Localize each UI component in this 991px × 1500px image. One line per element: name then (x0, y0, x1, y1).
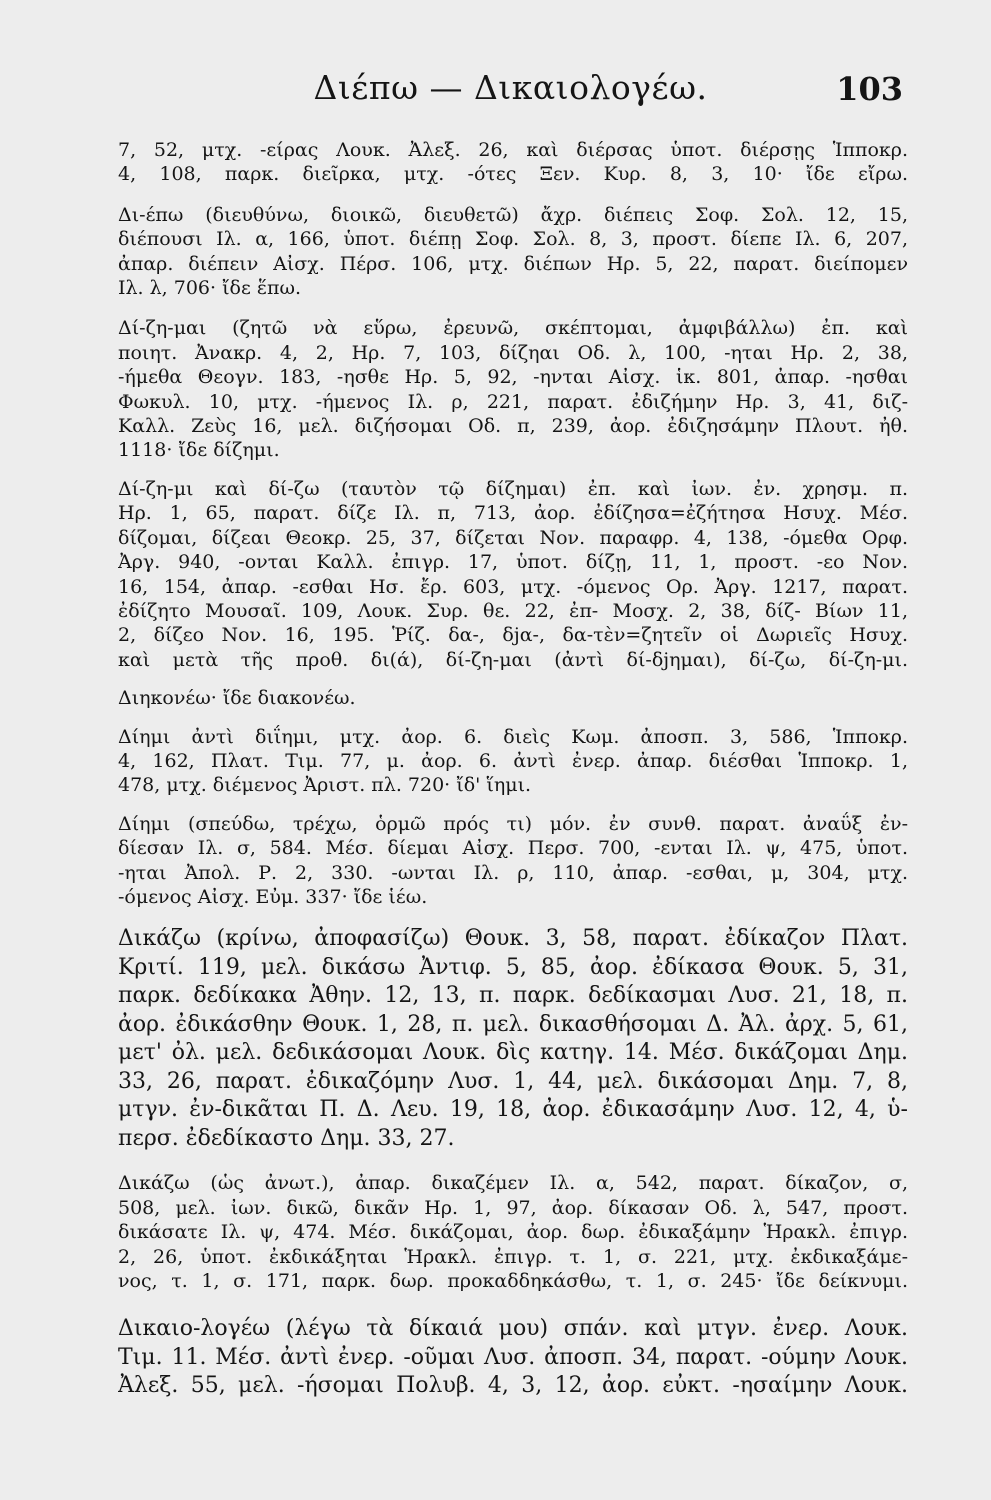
dictionary-entry (118, 203, 908, 301)
entry-line: ἐδίζητο Μουσαῖ. 109, Λουκ. Συρ. θε. 22, ἐπ- Μοσχ. 2, 38, δίζ- Βίων 11, (118, 599, 908, 622)
running-title: Διέπω — Δικαιολογέω. (313, 68, 708, 107)
entry-line: Δικαιο-λογέω (λέγω τὰ δίκαιά μου) σπάν. καὶ μτγν. ἐνερ. Λουκ. (118, 1316, 908, 1342)
entry-line: Δίημι (σπεύδω, τρέχω, ὁρμῶ πρός τι) μόν. ἐν συνθ. παρατ. ἀναΰξ ἐν- (118, 812, 908, 835)
entry-line: παρκ. δεδίκακα Ἀθην. 12, 13, π. παρκ. δεδίκασμαι Λυσ. 21, 18, π. (118, 983, 908, 1009)
entry-line: Καλλ. Ζεὺς 16, μελ. διζήσομαι Οδ. π, 239, ἀορ. ἐδιζησάμην Πλουτ. ἠθ. (118, 415, 908, 438)
entry-line: Δικάζω (ὡς ἀνωτ.), ἀπαρ. δικαζέμεν Ιλ. α, 542, παρατ. δίκαζον, σ, (118, 1172, 908, 1195)
entry-line: δίεσαν Ιλ. σ, 584. Μέσ. δίεμαι Αἰσχ. Περσ. 700, -ενται Ιλ. ψ, 475, ὑποτ. (118, 837, 908, 860)
entry-line: μτγν. ἐν-δικᾶται Π. Δ. Λευ. 19, 18, ἀορ. ἐδικασάμην Λυσ. 12, 4, ὑ- (118, 1097, 908, 1123)
entry-line: Τιμ. 11. Μέσ. ἀντὶ ἐνερ. -οῦμαι Λυσ. ἀποσπ. 34, παρατ. -ούμην Λουκ. (118, 1344, 908, 1370)
entry-line: 7, 52, μτχ. -είρας Λουκ. Ἀλεξ. 26, καὶ διέρσας ὑποτ. διέρσῃς Ἱπποκρ. (118, 139, 908, 161)
entry-line: ποιητ. Ἀνακρ. 4, 2, Ηρ. 7, 103, δίζηαι Οδ. λ, 100, -ηται Ηρ. 2, 38, (118, 341, 908, 364)
dictionary-entry (118, 725, 908, 798)
entry-line: διέπουσι Ιλ. α, 166, ὑποτ. διέπῃ Σοφ. Σολ. 8, 3, προστ. δίεπε Ιλ. 6, 207, (118, 228, 908, 251)
entry-line: δικάσατε Ιλ. ψ, 474. Μέσ. δικάζομαι, ἀορ. δωρ. ἐδικαξάμην Ἡρακλ. ἐπιγρ. (118, 1221, 908, 1244)
dictionary-entry (118, 925, 908, 1153)
entry-line: Δίημι ἀντὶ διΐημι, μτχ. ἀορ. 6. διεὶς Κωμ. ἀποσπ. 3, 586, Ἱπποκρ. (118, 725, 908, 748)
entry-line: -όμενος Αἰσχ. Εὐμ. 337· ἴδε ἱέω. (118, 885, 428, 908)
page-number: 103 (836, 70, 903, 108)
entry-line: περσ. ἐδεδίκαστο Δημ. 33, 27. (118, 1125, 455, 1151)
entry-line: 2, δίζεο Νον. 16, 195. Ῥίζ. δα-, δjα-, δα-τὲν=ζητεῖν οἱ Δωριεῖς Ησυχ. (118, 624, 908, 647)
entry-line: Ἀργ. 940, -ονται Καλλ. ἐπιγρ. 17, ὑποτ. δίζῃ, 11, 1, προστ. -εο Νον. (118, 551, 908, 574)
entry-line: 478, μτχ. διέμενος Ἀριστ. πλ. 720· ἴδ' ἵημι. (118, 774, 532, 797)
entry-line: Ηρ. 1, 65, παρατ. δίζε Ιλ. π, 713, ἀορ. ἐδίζησα=ἐζήτησα Ησυχ. Μέσ. (118, 502, 908, 525)
entry-line: 33, 26, παρατ. ἐδικαζόμην Λυσ. 1, 44, μελ. δικάσομαι Δημ. 7, 8, (118, 1068, 908, 1094)
entry-line: 4, 108, παρκ. διεῖρκα, μτχ. -ότες Ξεν. Κυρ. 8, 3, 10· ἴδε εἴρω. (118, 163, 908, 186)
entry-line: νος, τ. 1, σ. 171, παρκ. δωρ. προκαδδηκάσθω, τ. 1, σ. 245· ἴδε δείκνυμι. (118, 1270, 908, 1292)
entry-line: Δι-έπω (διευθύνω, διοικῶ, διευθετῶ) ἄχρ. διέπεις Σοφ. Σολ. 12, 15, (118, 203, 908, 226)
entry-line: μετ' ὀλ. μελ. δεδικάσομαι Λουκ. δὶς κατηγ. 14. Μέσ. δικάζομαι Δημ. (118, 1040, 908, 1066)
dictionary-entry (118, 1171, 908, 1293)
page-header (118, 68, 903, 120)
entry-line: 4, 162, Πλατ. Τιμ. 77, μ. ἀορ. 6. ἀντὶ ἐνερ. ἀπαρ. διέσθαι Ἱπποκρ. 1, (118, 749, 908, 772)
entry-line: Δί-ζη-μαι (ζητῶ νὰ εὕρω, ἐρευνῶ, σκέπτομαι, ἀμφιβάλλω) ἐπ. καὶ (118, 317, 908, 340)
dictionary-body (118, 138, 908, 1415)
entry-line: Διηκονέω· ἴδε διακονέω. (118, 687, 356, 710)
entry-line: 508, μελ. ἰων. δικῶ, δικᾶν Ηρ. 1, 97, ἀορ. δίκασαν Οδ. λ, 547, προστ. (118, 1196, 908, 1219)
dictionary-entry (118, 812, 908, 910)
entry-line: 2, 26, ὑποτ. ἐκδικάξηται Ἡρακλ. ἐπιγρ. τ. 1, σ. 221, μτχ. ἐκδικαξάμε- (118, 1245, 908, 1268)
entry-line: -ηται Ἀπολ. Ρ. 2, 330. -ωνται Ιλ. ρ, 110, ἀπαρ. -εσθαι, μ, 304, μτχ. (118, 861, 908, 884)
entry-line: καὶ μετὰ τῆς προθ. δι(ά), δί-ζη-μαι (ἀντὶ δί-δjημαι), δί-ζω, δί-ζη-μι. (118, 648, 908, 671)
entry-line: δίζομαι, δίζεαι Θεοκρ. 25, 37, δίζεται Νον. παραφρ. 4, 138, -όμεθα Ορφ. (118, 526, 908, 549)
dictionary-entry (118, 477, 908, 672)
dictionary-entry (118, 1315, 908, 1401)
dictionary-entry (118, 138, 908, 187)
dictionary-entry (118, 316, 908, 462)
entry-line: 16, 154, ἀπαρ. -εσθαι Ησ. ἔρ. 603, μτχ. -όμενος Ορ. Ἀργ. 1217, παρατ. (118, 575, 908, 598)
entry-line: -ήμεθα Θεογν. 183, -ησθε Ηρ. 5, 92, -ηνται Αἰσχ. ἱκ. 801, ἀπαρ. -ησθαι (118, 366, 908, 389)
entry-line: Ιλ. λ, 706· ἴδε ἕπω. (118, 277, 302, 300)
entry-line: Ἀλεξ. 55, μελ. -ήσομαι Πολυβ. 4, 3, 12, ἀορ. εὐκτ. -ησαίμην Λουκ. (118, 1373, 908, 1399)
entry-line: Δικάζω (κρίνω, ἀποφασίζω) Θουκ. 3, 58, παρατ. ἐδίκαζον Πλατ. (118, 926, 908, 952)
dictionary-entry (118, 686, 908, 710)
entry-line: ἀπαρ. διέπειν Αἰσχ. Πέρσ. 106, μτχ. διέπων Ηρ. 5, 22, παρατ. διείπομεν (118, 252, 908, 275)
entry-line: Φωκυλ. 10, μτχ. -ήμενος Ιλ. ρ, 221, παρατ. ἐδιζήμην Ηρ. 3, 41, διζ- (118, 390, 908, 413)
entry-line: ἀορ. ἐδικάσθην Θουκ. 1, 28, π. μελ. δικασθήσομαι Δ. Ἀλ. ἀρχ. 5, 61, (118, 1011, 908, 1037)
entry-line: 1118· ἴδε δίζημι. (118, 439, 280, 462)
entry-line: Κριτί. 119, μελ. δικάσω Ἀντιφ. 5, 85, ἀορ. ἐδίκασα Θουκ. 5, 31, (118, 954, 908, 980)
entry-line: Δί-ζη-μι καὶ δί-ζω (ταυτὸν τῷ δίζημαι) ἐπ. καὶ ἰων. ἐν. χρησμ. π. (118, 477, 908, 500)
